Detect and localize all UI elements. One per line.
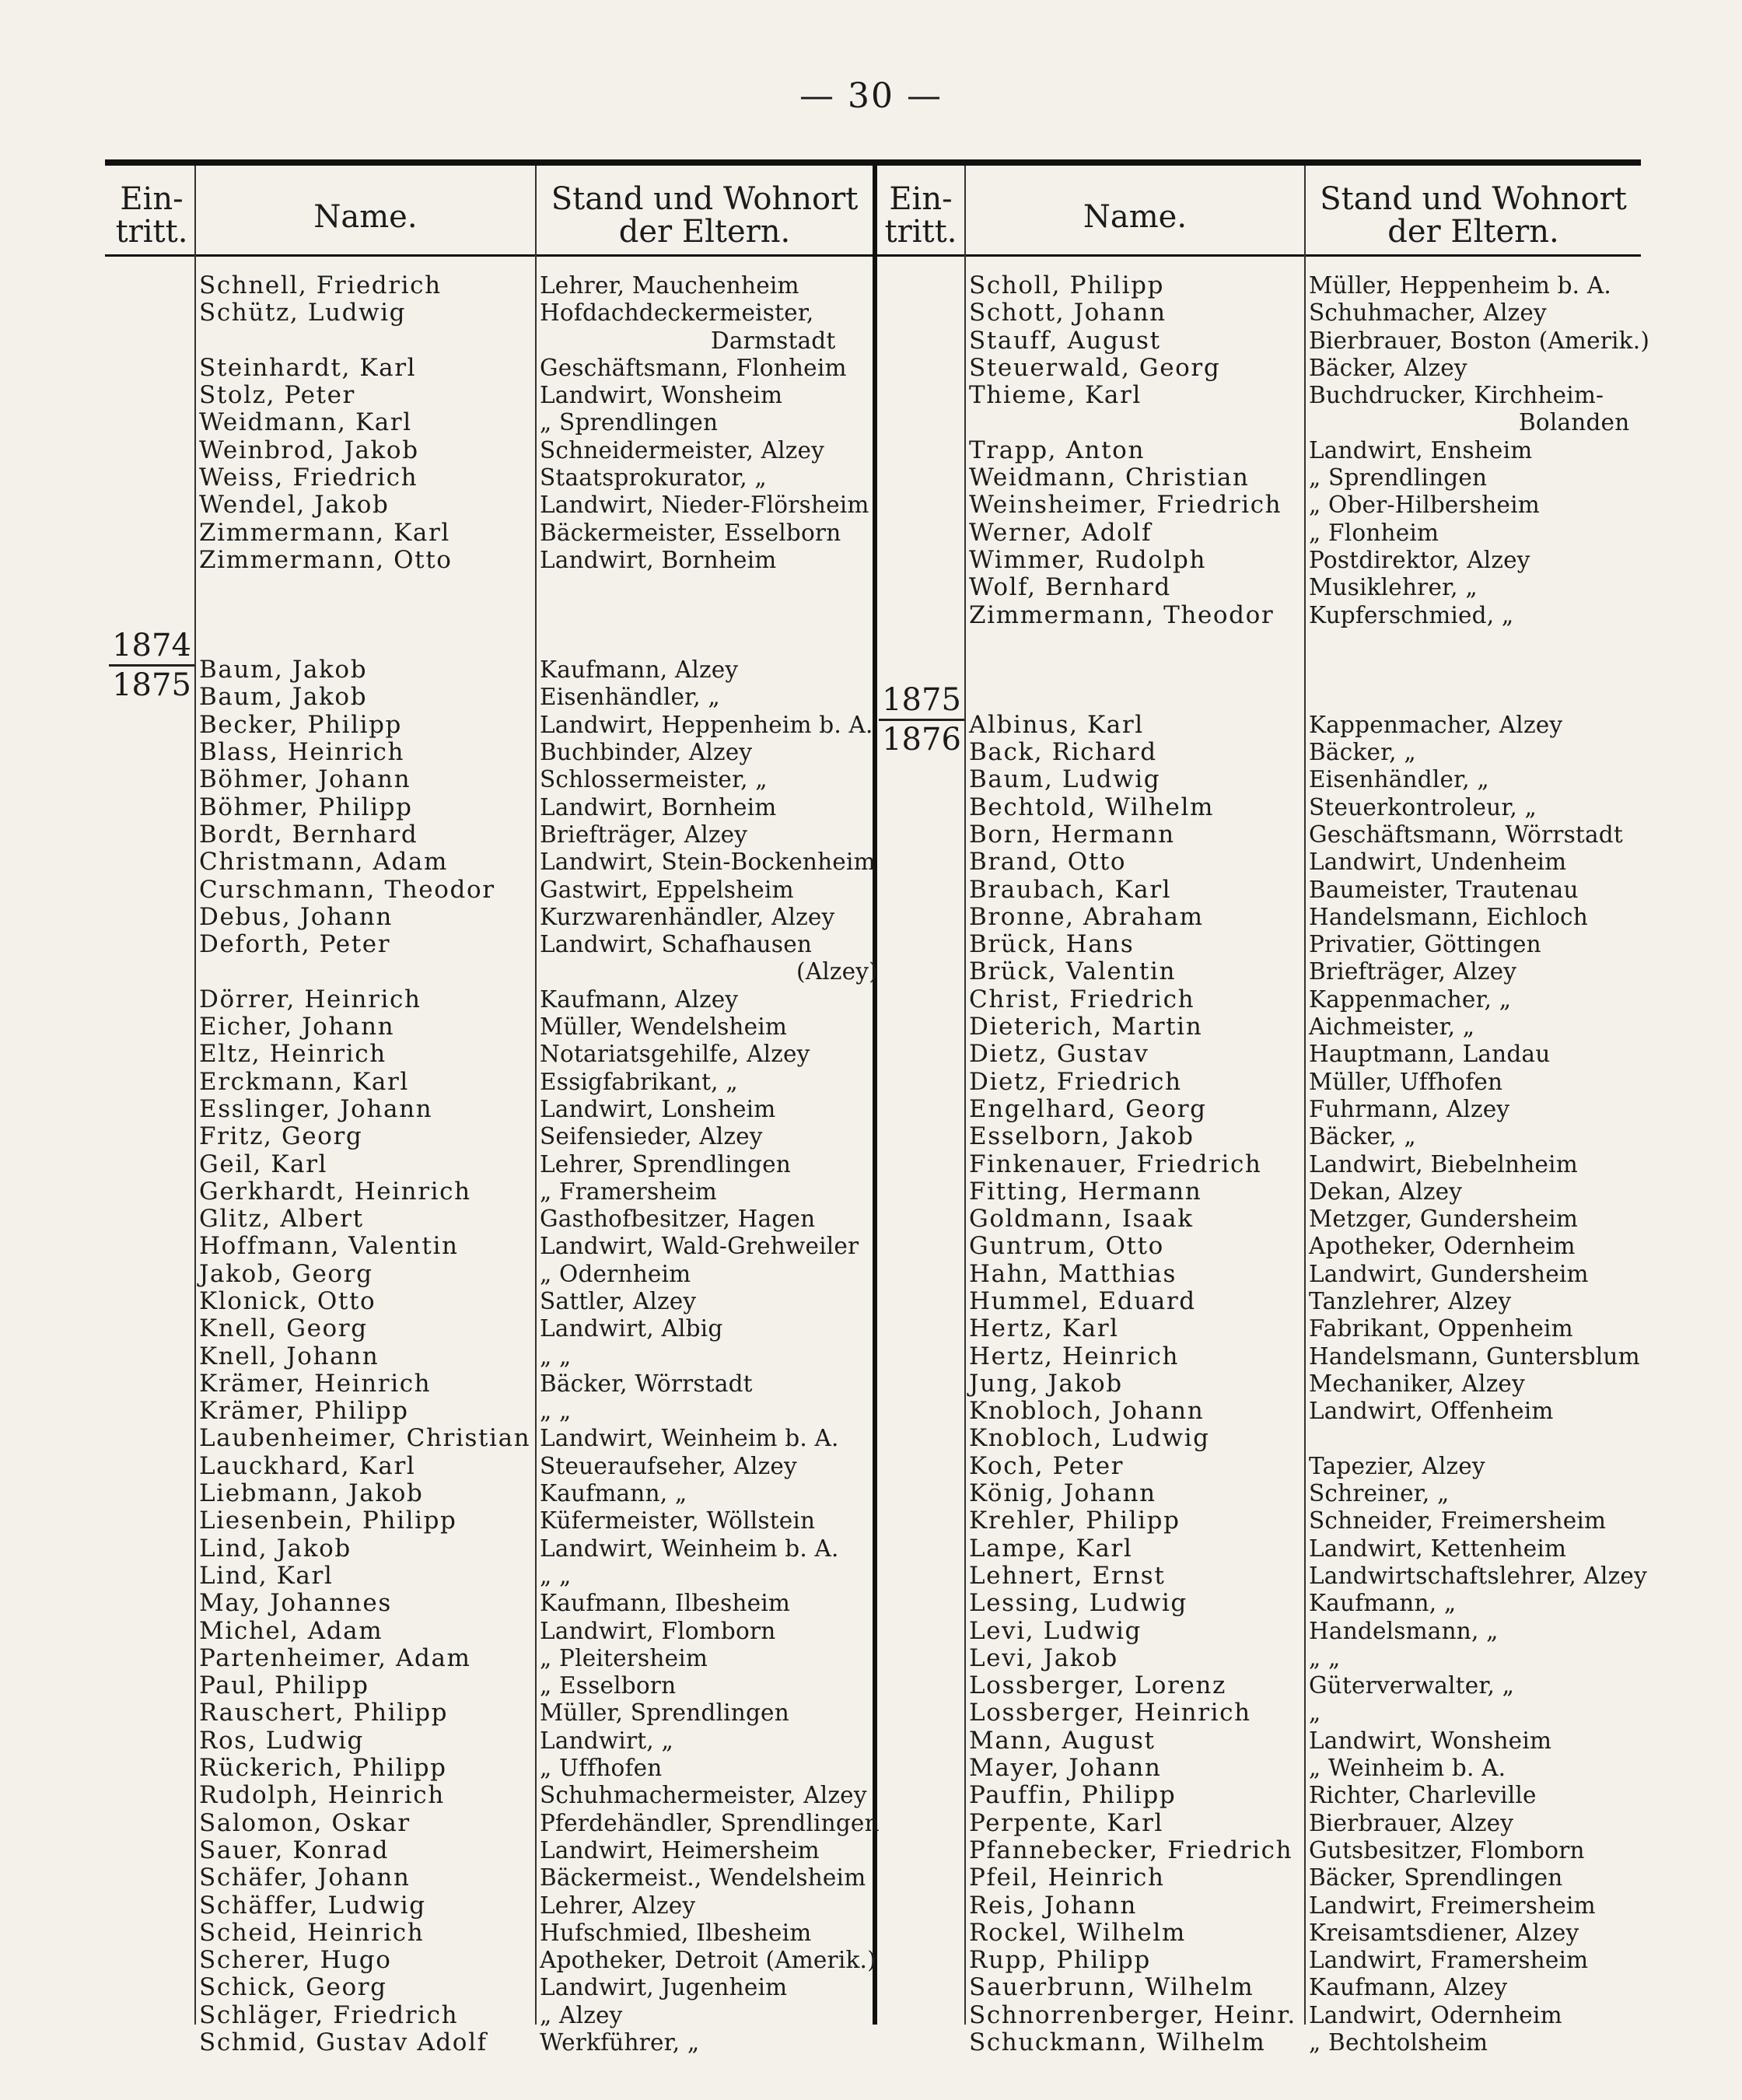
entry-name: Gerkhardt, Heinrich (199, 1177, 471, 1206)
entry-name: Goldmann, Isaak (969, 1205, 1194, 1234)
entry-stand: Müller, Sprendlingen (540, 1699, 789, 1727)
entry-stand (1309, 656, 1649, 684)
entry-stand: Handelsmann, Guntersblum (1309, 1342, 1640, 1370)
entry-stand: „ Alzey (540, 2001, 623, 2028)
entry-name: Fitting, Hermann (969, 1177, 1202, 1206)
entry-stand: Landwirt, Heimersheim (540, 1836, 820, 1864)
entry-stand: Kreisamtsdiener, Alzey (1309, 1919, 1579, 1946)
page-number: — 30 — (799, 76, 943, 116)
entry-stand: Tapezier, Alzey (1309, 1452, 1485, 1479)
entry-name: May, Johannes (199, 1589, 392, 1618)
entry-stand: Landwirt, Wonsheim (540, 382, 783, 409)
entry-name: Finkenauer, Friedrich (969, 1150, 1262, 1178)
entry-name: Böhmer, Johann (199, 765, 411, 794)
entry-stand: Staatsprokurator, „ (540, 464, 767, 492)
entry-name: Bordt, Bernhard (199, 820, 418, 849)
year-bottom: 1876 (882, 722, 961, 758)
entry-stand: „ Framersheim (540, 1178, 717, 1205)
entry-name: Baum, Jakob (199, 656, 368, 684)
entry-stand: Güterverwalter, „ (1309, 1672, 1515, 1699)
entry-stand: Bäcker, Wörrstadt (540, 1370, 753, 1397)
year-marker-left (109, 628, 194, 702)
year-top: 1875 (882, 682, 961, 718)
entry-name (969, 629, 1296, 656)
entry-name: Weidmann, Christian (969, 464, 1250, 492)
entry-stand: Kurzwarenhändler, Alzey (540, 903, 835, 930)
entry-stand: Geschäftsmann, Flonheim (540, 354, 847, 381)
entry-name: Zimmermann, Karl (199, 518, 450, 547)
entry-name: Engelhard, Georg (969, 1094, 1207, 1123)
entry-name: Mayer, Johann (969, 1754, 1162, 1783)
entry-name: Dörrer, Heinrich (199, 985, 422, 1013)
entry-stand: Landwirt, Albig (540, 1315, 723, 1342)
year-top: 1874 (112, 628, 191, 663)
entry-name: Debus, Johann (199, 902, 393, 931)
entry-name: Mann, August (969, 1726, 1156, 1755)
entry-name: Eicher, Johann (199, 1013, 395, 1041)
entry-name: Lossberger, Heinrich (969, 1699, 1251, 1727)
entry-name (969, 409, 1296, 436)
entry-stand: Kaufmann, „ (540, 1480, 687, 1507)
entry-stand: Landwirt, Wonsheim (1309, 1727, 1552, 1754)
entry-stand: Schreiner, „ (1309, 1480, 1450, 1507)
entry-name: Stolz, Peter (199, 381, 355, 410)
entry-stand: „ Sprendlingen (1309, 464, 1488, 492)
entry-name: Schott, Johann (969, 299, 1167, 327)
entry-name: Hertz, Heinrich (969, 1342, 1180, 1370)
entry-name: Schäfer, Johann (199, 1864, 411, 1892)
entry-name: Laubenheimer, Christian (199, 1424, 531, 1453)
entry-name: König, Johann (969, 1479, 1156, 1508)
entry-stand (540, 629, 880, 656)
entry-stand: Landwirt, Kettenheim (1309, 1535, 1567, 1562)
entry-name: Bronne, Abraham (969, 902, 1204, 931)
entry-name: Lampe, Karl (969, 1534, 1133, 1563)
entry-name: Christ, Friedrich (969, 985, 1195, 1013)
entry-name: Schnorrenberger, Heinr. (969, 2000, 1296, 2029)
entry-stand: Landwirt, „ (540, 1727, 673, 1754)
entry-name: Blass, Heinrich (199, 738, 405, 767)
entry-name: Scholl, Philipp (969, 271, 1165, 299)
entry-stand: Landwirt, Weinheim b. A. (540, 1425, 839, 1452)
entry-name: Erckmann, Karl (199, 1067, 409, 1096)
entry-name: Deforth, Peter (199, 930, 391, 959)
entry-name: Back, Richard (969, 738, 1157, 767)
entry-stand: Baumeister, Trautenau (1309, 876, 1579, 903)
entry-stand: Landwirt, Undenheim (1309, 849, 1567, 876)
entry-stand: Postdirektor, Alzey (1309, 546, 1530, 573)
entry-stand (1309, 629, 1649, 656)
entry-stand: Bäcker, „ (1309, 739, 1416, 766)
entry-name: Schütz, Ludwig (199, 299, 407, 327)
entry-name: Rauschert, Philipp (199, 1699, 449, 1727)
entry-name (199, 574, 530, 601)
entry-stand: Landwirt, Nieder-Flörsheim (540, 492, 869, 519)
entry-stand: Mechaniker, Alzey (1309, 1370, 1525, 1397)
header-name-right: Name. (1083, 199, 1188, 235)
entry-name: Hertz, Karl (969, 1314, 1119, 1343)
entry-name: Hahn, Matthias (969, 1259, 1177, 1288)
entry-name: Levi, Jakob (969, 1643, 1118, 1672)
entry-stand: Dekan, Alzey (1309, 1178, 1463, 1205)
entry-stand: Landwirt, Biebelnheim (1309, 1150, 1578, 1178)
entry-name: Scheid, Heinrich (199, 1918, 425, 1947)
entry-name: Koch, Peter (969, 1451, 1125, 1480)
entry-name: Lind, Jakob (199, 1534, 352, 1563)
entry-stand: Kappenmacher, Alzey (1309, 711, 1563, 738)
entry-stand: Landwirt, Lonsheim (540, 1095, 776, 1122)
entry-stand: Buchdrucker, Kirchheim- (1309, 382, 1604, 409)
entry-stand: Landwirt, Jugenheim (540, 1974, 788, 2001)
right-stand-column (1309, 272, 1649, 2056)
entry-name: Baum, Jakob (199, 683, 368, 712)
entry-name: Brand, Otto (969, 848, 1127, 877)
entry-stand: Landwirt, Bornheim (540, 793, 777, 821)
entry-stand: Landwirt, Heppenheim b. A. (540, 711, 873, 738)
entry-name: Glitz, Albert (199, 1205, 364, 1234)
entry-name: Sauer, Konrad (199, 1836, 390, 1864)
entry-name: Werner, Adolf (969, 518, 1153, 547)
entry-name: Schick, Georg (199, 1973, 387, 2002)
entry-name: Rupp, Philipp (969, 1946, 1151, 1975)
entry-name: Rudolph, Heinrich (199, 1781, 445, 1810)
entry-stand: Kaufmann, Alzey (1309, 1974, 1508, 2001)
entry-name: Liebmann, Jakob (199, 1479, 424, 1508)
entry-name: Wolf, Bernhard (969, 573, 1171, 602)
entry-name: Pauffin, Philipp (969, 1781, 1177, 1810)
entry-name: Pfeil, Heinrich (969, 1864, 1165, 1892)
header-name-left: Name. (313, 199, 418, 235)
entry-name: Christmann, Adam (199, 848, 449, 877)
entry-name (199, 602, 530, 629)
entry-stand: Eisenhändler, „ (1309, 766, 1489, 793)
entry-stand: Tanzlehrer, Alzey (1309, 1287, 1512, 1314)
entry-name: Pfannebecker, Friedrich (969, 1836, 1293, 1864)
entry-stand: Schuhmacher, Alzey (1309, 299, 1547, 327)
entry-stand: Küfermeister, Wöllstein (540, 1507, 816, 1535)
entry-name: Geil, Karl (199, 1150, 328, 1178)
entry-stand: „ „ (540, 1562, 572, 1589)
entry-stand: Seifensieder, Alzey (540, 1123, 763, 1150)
entry-stand: Kaufmann, „ (1309, 1590, 1457, 1617)
entry-name: Salomon, Oskar (199, 1808, 411, 1837)
entry-name: Paul, Philipp (199, 1671, 369, 1700)
entry-name: Brück, Valentin (969, 957, 1177, 986)
entry-name: Schläger, Friedrich (199, 2000, 459, 2029)
entry-stand: Gasthofbesitzer, Hagen (540, 1206, 816, 1233)
entry-name: Eltz, Heinrich (199, 1040, 387, 1069)
entry-stand: Werkführer, „ (540, 2029, 700, 2056)
column-divider (964, 166, 966, 2025)
entry-stand: Schuhmachermeister, Alzey (540, 1782, 867, 1809)
entry-stand: Handelsmann, Eichloch (1309, 903, 1588, 930)
entry-stand: Musiklehrer, „ (1309, 574, 1478, 601)
entry-stand: Notariatsgehilfe, Alzey (540, 1041, 810, 1068)
entry-name: Levi, Ludwig (969, 1616, 1142, 1645)
entry-stand: Briefträger, Alzey (540, 821, 748, 848)
entry-name (199, 629, 530, 656)
entry-stand: Gutsbesitzer, Flomborn (1309, 1836, 1585, 1864)
entry-name: Rückerich, Philipp (199, 1754, 447, 1783)
entry-name: Schäffer, Ludwig (199, 1891, 426, 1920)
entry-stand: Bolanden (1519, 409, 1630, 436)
entry-name: Zimmermann, Otto (199, 545, 453, 574)
entry-name: Böhmer, Philipp (199, 793, 413, 821)
year-bottom: 1875 (112, 667, 191, 703)
entry-stand: „ Flonheim (1309, 519, 1439, 546)
entry-stand: Lehrer, Sprendlingen (540, 1150, 791, 1178)
entry-name: Hoffmann, Valentin (199, 1232, 459, 1261)
entry-stand: Metzger, Gundersheim (1309, 1206, 1579, 1233)
entry-stand (540, 574, 880, 601)
entry-name: Lehnert, Ernst (969, 1561, 1166, 1590)
entry-stand: Bäckermeist., Wendelsheim (540, 1864, 866, 1892)
entry-name: Albinus, Karl (969, 710, 1144, 739)
entry-stand: Hofdachdeckermeister, (540, 299, 814, 327)
entry-stand: Kaufmann, Alzey (540, 985, 739, 1013)
entry-stand: Bierbrauer, Alzey (1309, 1809, 1514, 1836)
entry-name: Fritz, Georg (199, 1122, 363, 1151)
entry-name (969, 656, 1296, 684)
left-stand-column (540, 272, 880, 2056)
entry-name: Knobloch, Johann (969, 1397, 1205, 1426)
entry-stand: „ Weinheim b. A. (1309, 1755, 1506, 1782)
entry-stand: Hufschmied, Ilbesheim (540, 1919, 812, 1946)
header-eintritt-right: Ein- tritt. (884, 181, 957, 250)
entry-stand: Kaufmann, Ilbesheim (540, 1590, 791, 1617)
entry-stand: Müller, Heppenheim b. A. (1309, 272, 1611, 299)
entry-stand: Richter, Charleville (1309, 1782, 1537, 1809)
entry-stand: Landwirt, Odernheim (1309, 2001, 1562, 2028)
entry-stand: Landwirt, Ensheim (1309, 436, 1533, 464)
entry-stand: „ Sprendlingen (540, 409, 719, 436)
entry-stand: Buchbinder, Alzey (540, 739, 753, 766)
entry-name: Weinsheimer, Friedrich (969, 491, 1282, 520)
entry-stand: Lehrer, Alzey (540, 1892, 696, 1919)
entry-stand: Kupferschmied, „ (1309, 601, 1514, 628)
entry-stand: Müller, Uffhofen (1309, 1068, 1503, 1095)
entry-stand: „ „ (540, 1342, 572, 1370)
entry-name: Wimmer, Rudolph (969, 545, 1207, 574)
header-stand-left: Stand und Wohnort der Eltern. (551, 181, 859, 250)
column-divider (535, 166, 537, 2025)
entry-name: Krämer, Philipp (199, 1397, 409, 1426)
entry-stand: Kappenmacher, „ (1309, 985, 1512, 1013)
entry-stand: Landwirt, Bornheim (540, 546, 777, 573)
entry-stand: „ Esselborn (540, 1672, 677, 1699)
entry-stand (1309, 684, 1649, 711)
entry-name (199, 958, 530, 985)
entry-name: Schnell, Friedrich (199, 271, 442, 299)
entry-name: Baum, Ludwig (969, 765, 1161, 794)
entry-stand: „ Uffhofen (540, 1755, 663, 1782)
entry-name: Thieme, Karl (969, 381, 1142, 410)
entry-stand: Kaufmann, Alzey (540, 656, 739, 684)
entry-stand: Bäcker, „ (1309, 1123, 1416, 1150)
entry-stand: Fabrikant, Oppenheim (1309, 1315, 1573, 1342)
entry-name: Lessing, Ludwig (969, 1589, 1188, 1618)
entry-name: Krämer, Heinrich (199, 1369, 432, 1398)
entry-stand: Schneidermeister, Alzey (540, 436, 825, 464)
entry-stand (540, 602, 880, 629)
entry-name: Klonick, Otto (199, 1286, 376, 1315)
entry-name: Liesenbein, Philipp (199, 1507, 457, 1535)
entry-name: Weinbrod, Jakob (199, 436, 419, 464)
entry-name: Dieterich, Martin (969, 1013, 1203, 1041)
top-rule (105, 159, 1641, 166)
entry-name: Knobloch, Ludwig (969, 1424, 1210, 1453)
entry-stand: Steuerkontroleur, „ (1309, 793, 1537, 821)
entry-name: Perpente, Karl (969, 1808, 1164, 1837)
entry-stand: Eisenhändler, „ (540, 684, 720, 711)
entry-stand: Geschäftsmann, Wörrstadt (1309, 821, 1623, 848)
entry-stand: Lehrer, Mauchenheim (540, 272, 799, 299)
entry-stand: Müller, Wendelsheim (540, 1013, 788, 1041)
entry-stand: Bäcker, Sprendlingen (1309, 1864, 1563, 1892)
entry-stand: Apotheker, Odernheim (1309, 1233, 1576, 1260)
entry-name (969, 684, 1296, 711)
entry-name: Brück, Hans (969, 930, 1135, 959)
header-eintritt-left: Ein- tritt. (115, 181, 188, 250)
entry-stand: Fuhrmann, Alzey (1309, 1095, 1510, 1122)
entry-stand: (Alzey) (796, 958, 878, 985)
entry-stand: Apotheker, Detroit (Amerik.) (540, 1947, 876, 1974)
entry-name: Bechtold, Wilhelm (969, 793, 1215, 821)
entry-name: Schmid, Gustav Adolf (199, 2028, 488, 2056)
entry-name: Esselborn, Jakob (969, 1122, 1195, 1151)
entry-stand: Landwirt, Wald-Grehweiler (540, 1233, 859, 1260)
entry-stand (1309, 1425, 1649, 1452)
entry-stand: „ Odernheim (540, 1260, 691, 1287)
entry-name: Guntrum, Otto (969, 1232, 1164, 1261)
entry-stand: „ „ (540, 1398, 572, 1425)
entry-name: Hummel, Eduard (969, 1286, 1196, 1315)
entry-name: Weidmann, Karl (199, 408, 412, 437)
entry-stand: Landwirt, Schafhausen (540, 931, 813, 958)
entry-stand: „ Bechtolsheim (1309, 2029, 1488, 2056)
entry-stand: Bäcker, Alzey (1309, 354, 1467, 381)
entry-name: Dietz, Friedrich (969, 1067, 1182, 1096)
entry-stand: Pferdehändler, Sprendlingen (540, 1809, 880, 1836)
entry-stand: Landwirt, Gundersheim (1309, 1260, 1589, 1287)
entry-stand: Gastwirt, Eppelsheim (540, 876, 794, 903)
entry-name: Knell, Georg (199, 1314, 368, 1343)
entry-name: Dietz, Gustav (969, 1040, 1149, 1069)
entry-name: Krehler, Philipp (969, 1507, 1181, 1535)
entry-name: Lauckhard, Karl (199, 1451, 416, 1480)
entry-stand: Darmstadt (711, 327, 836, 354)
left-names-column (199, 272, 530, 2056)
entry-stand: Aichmeister, „ (1309, 1013, 1475, 1041)
entry-stand: Schlossermeister, „ (540, 766, 768, 793)
entry-stand: Landwirt, Offenheim (1309, 1398, 1554, 1425)
right-names-column (969, 272, 1296, 2056)
entry-name: Trapp, Anton (969, 436, 1146, 464)
entry-stand: Bäckermeister, Esselborn (540, 519, 841, 546)
entry-name: Jakob, Georg (199, 1259, 373, 1288)
entry-name: Knell, Johann (199, 1342, 380, 1370)
entry-stand: Landwirt, Framersheim (1309, 1947, 1589, 1974)
column-divider (194, 166, 196, 2025)
entry-name: Lind, Karl (199, 1561, 334, 1590)
entry-name: Ros, Ludwig (199, 1726, 364, 1755)
entry-stand: „ (1309, 1699, 1321, 1727)
entry-stand: Privatier, Göttingen (1309, 931, 1541, 958)
entry-name: Steinhardt, Karl (199, 353, 417, 382)
entry-stand: „ „ (1309, 1644, 1341, 1671)
entry-name: Schuckmann, Wilhelm (969, 2028, 1266, 2056)
entry-stand: „ Ober-Hilbersheim (1309, 492, 1540, 519)
entry-stand: Landwirt, Flomborn (540, 1617, 776, 1644)
entry-name: Zimmermann, Theodor (969, 600, 1275, 629)
entry-name (199, 327, 530, 355)
entry-stand: Bierbrauer, Boston (Amerik.) (1309, 327, 1650, 354)
entry-stand: Briefträger, Alzey (1309, 958, 1517, 985)
entry-name: Lossberger, Lorenz (969, 1671, 1226, 1700)
entry-name: Braubach, Karl (969, 875, 1172, 904)
header-stand-right: Stand und Wohnort der Eltern. (1320, 181, 1627, 250)
entry-stand: Schneider, Freimersheim (1309, 1507, 1607, 1535)
entry-stand: Hauptmann, Landau (1309, 1041, 1551, 1068)
entry-name: Steuerwald, Georg (969, 353, 1221, 382)
entry-name: Born, Hermann (969, 820, 1175, 849)
entry-name: Wendel, Jakob (199, 491, 390, 520)
entry-name: Stauff, August (969, 326, 1161, 355)
entry-name: Michel, Adam (199, 1616, 383, 1645)
entry-name: Curschmann, Theodor (199, 875, 495, 904)
entry-stand: Landwirt, Stein-Bockenheim (540, 849, 876, 876)
entry-name: Esslinger, Johann (199, 1094, 433, 1123)
column-divider (1304, 166, 1306, 2025)
entry-stand: Landwirt, Freimersheim (1309, 1892, 1596, 1919)
entry-stand: Handelsmann, „ (1309, 1617, 1499, 1644)
entry-name: Scherer, Hugo (199, 1946, 392, 1975)
entry-name: Becker, Philipp (199, 710, 402, 739)
entry-stand: Landwirt, Weinheim b. A. (540, 1535, 839, 1562)
entry-stand: Sattler, Alzey (540, 1287, 697, 1314)
entry-name: Weiss, Friedrich (199, 464, 418, 492)
entry-stand: Essigfabrikant, „ (540, 1068, 738, 1095)
year-marker-right (879, 683, 964, 757)
entry-name: Partenheimer, Adam (199, 1643, 471, 1672)
entry-stand: Steueraufseher, Alzey (540, 1452, 797, 1479)
entry-stand: Landwirtschaftslehrer, Alzey (1309, 1562, 1647, 1589)
entry-stand: „ Pleitersheim (540, 1644, 708, 1671)
entry-name: Rockel, Wilhelm (969, 1918, 1186, 1947)
entry-name: Jung, Jakob (969, 1369, 1123, 1398)
entry-name: Reis, Johann (969, 1891, 1137, 1920)
entry-name: Sauerbrunn, Wilhelm (969, 1973, 1254, 2002)
